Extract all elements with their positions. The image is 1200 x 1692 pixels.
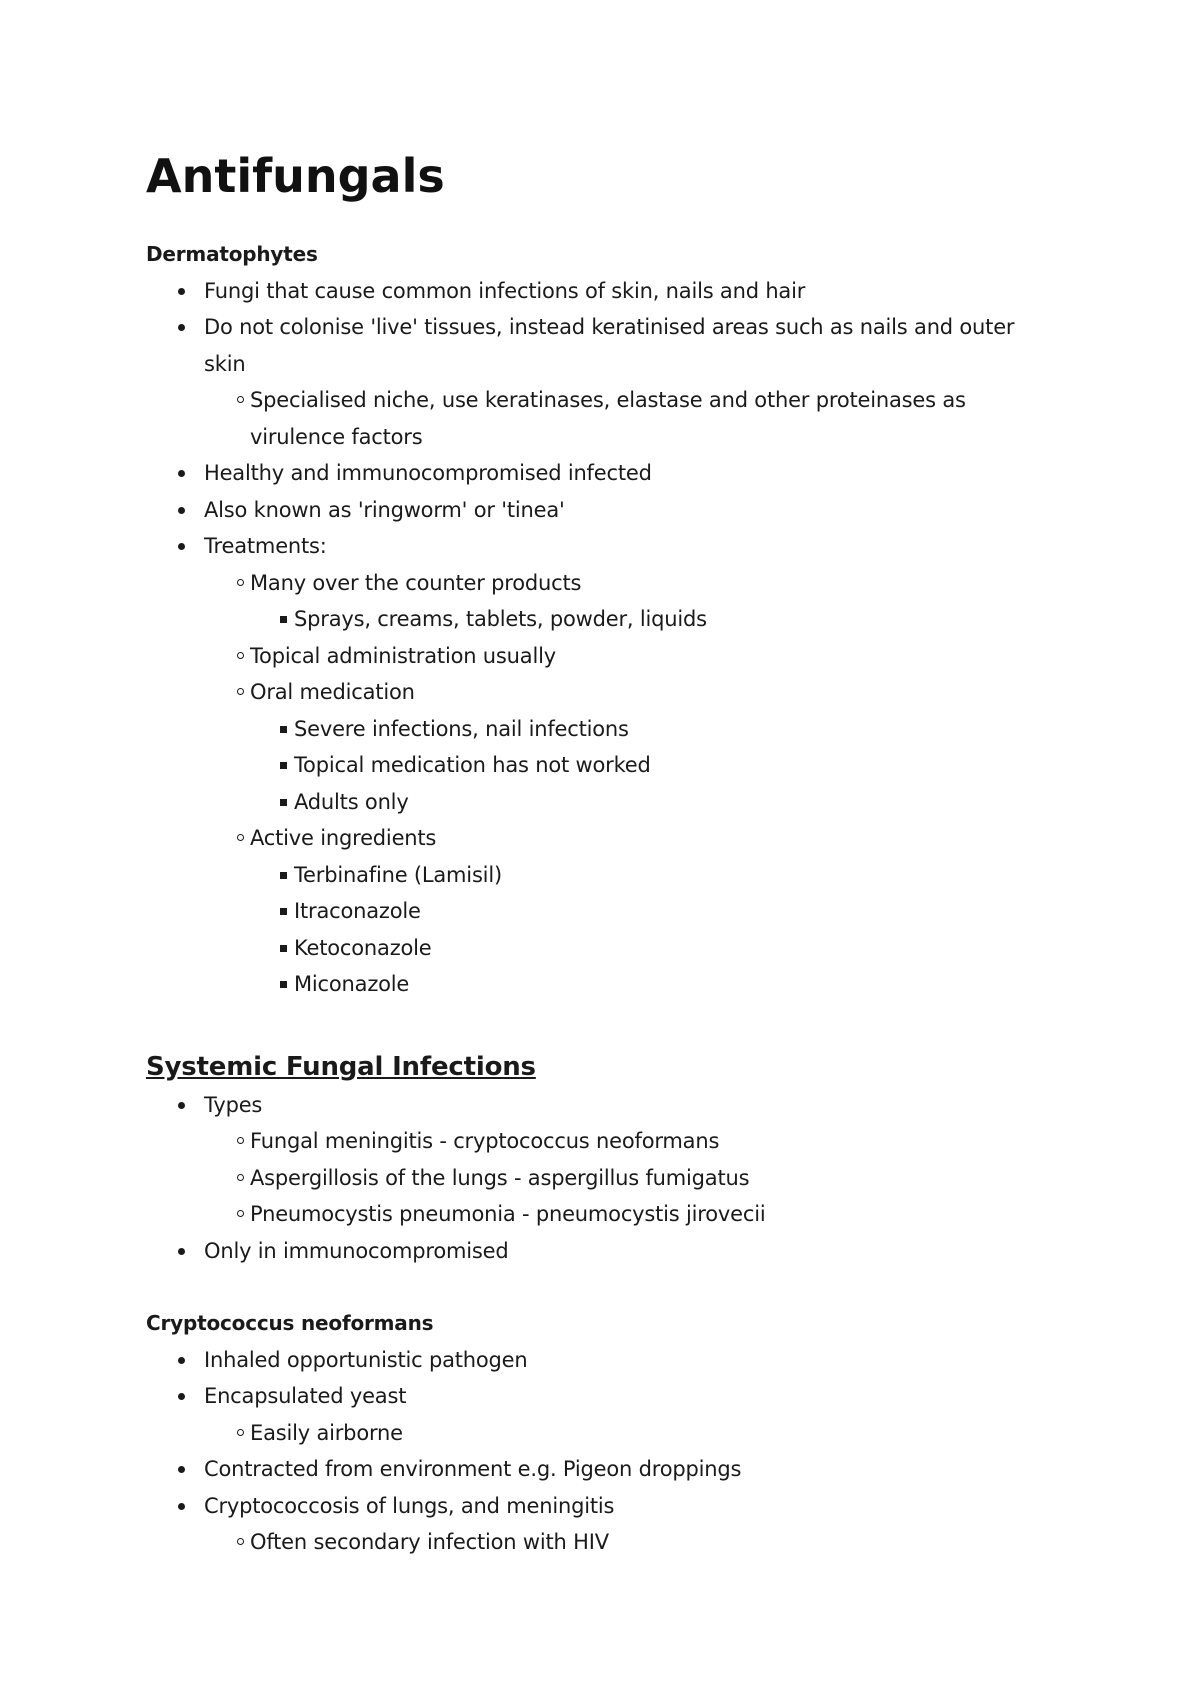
list-item	[250, 601, 1046, 638]
bullet-disc-icon	[178, 324, 185, 331]
bullet-circle-icon	[237, 1174, 244, 1181]
list-item	[204, 1160, 1046, 1197]
list-item	[250, 711, 1046, 748]
list-item	[146, 1488, 1046, 1561]
list-item	[204, 565, 1046, 638]
bullet-circle-icon	[237, 688, 244, 695]
bullet-disc-icon	[178, 543, 185, 550]
list-item-text: Ketoconazole	[294, 935, 432, 960]
bullet-disc-icon	[178, 1102, 185, 1109]
list-item	[204, 638, 1046, 675]
bullet-square-icon	[280, 981, 287, 988]
bullet-disc-icon	[178, 1393, 185, 1400]
bullet-square-icon	[280, 762, 287, 769]
list-item	[250, 893, 1046, 930]
list-item	[204, 1123, 1046, 1160]
list-item-text: Severe infections, nail infections	[294, 716, 629, 741]
list-item	[146, 1451, 1046, 1488]
sublist	[250, 857, 1046, 1003]
list-item-text: Fungal meningitis - cryptococcus neoformans	[250, 1129, 720, 1153]
sublist	[204, 1524, 1046, 1561]
list-item	[146, 1087, 1046, 1233]
sublist	[204, 565, 1046, 1003]
list-item-text: Aspergillosis of the lungs - aspergillus fumigatus	[250, 1165, 750, 1190]
document-body	[146, 236, 1046, 1561]
cryptococcus-heading: Cryptococcus neoformans	[146, 1311, 434, 1335]
list-item	[146, 455, 1046, 492]
bullet-square-icon	[280, 872, 287, 879]
bullet-circle-icon	[237, 396, 244, 403]
list-item-text: Miconazole	[294, 972, 410, 996]
bullet-disc-icon	[178, 1248, 185, 1255]
list-item	[204, 1524, 1046, 1561]
bullet-disc-icon	[178, 507, 185, 514]
bullet-circle-icon	[237, 1429, 244, 1436]
sublist	[250, 601, 1046, 638]
list-item-text: Treatments:	[204, 534, 327, 558]
list-item-text: Topical medication has not worked	[294, 753, 651, 777]
list-item-text: Healthy and immunocompromised infected	[204, 461, 652, 485]
bullet-circle-icon	[237, 652, 244, 659]
page-title: Antifungals	[146, 149, 445, 203]
list-item	[146, 309, 1046, 455]
list-item-text: Often secondary infection with HIV	[250, 1530, 609, 1554]
list-item	[146, 1342, 1046, 1379]
bullet-disc-icon	[178, 1466, 185, 1473]
list-item	[204, 820, 1046, 1003]
list-item-text: Only in immunocompromised	[204, 1238, 509, 1263]
sublist	[204, 1123, 1046, 1233]
list-item-text: Specialised niche, use keratinases, elastase and other proteinases as virulence factors	[250, 388, 966, 449]
bullet-circle-icon	[237, 1137, 244, 1144]
list-item-text: Cryptococcosis of lungs, and meningitis	[204, 1493, 615, 1518]
bullet-square-icon	[280, 616, 287, 623]
sublist	[250, 711, 1046, 821]
list-item-text: Also known as 'ringworm' or 'tinea'	[204, 497, 565, 522]
bullet-disc-icon	[178, 288, 185, 295]
bullet-square-icon	[280, 726, 287, 733]
bullet-disc-icon	[178, 1503, 185, 1510]
list-item	[250, 857, 1046, 894]
list-item	[250, 784, 1046, 821]
list-item-text: Itraconazole	[294, 899, 421, 923]
bullet-square-icon	[280, 908, 287, 915]
list-item	[250, 747, 1046, 784]
sublist	[204, 1415, 1046, 1452]
cryptococcus-list	[146, 1342, 1046, 1561]
dermatophytes-list	[146, 273, 1046, 1003]
sublist	[204, 382, 1046, 455]
list-item	[204, 1415, 1046, 1452]
dermatophytes-heading: Dermatophytes	[146, 242, 318, 266]
list-item-text: Active ingredients	[250, 826, 437, 850]
bullet-circle-icon	[237, 1538, 244, 1545]
list-item	[146, 1378, 1046, 1451]
list-item-text: Terbinafine (Lamisil)	[294, 862, 502, 887]
bullet-square-icon	[280, 799, 287, 806]
list-item-text: Do not colonise 'live' tissues, instead keratinised areas such as nails and outer skin	[204, 315, 1015, 376]
list-item-text: Contracted from environment e.g. Pigeon droppings	[204, 1457, 742, 1481]
list-item-text: Oral medication	[250, 680, 415, 704]
list-item-text: Types	[204, 1092, 263, 1117]
list-item	[204, 1196, 1046, 1233]
list-item	[250, 930, 1046, 967]
list-item-text: Sprays, creams, tablets, powder, liquids	[294, 607, 707, 631]
list-item	[146, 528, 1046, 1003]
list-item	[250, 966, 1046, 1003]
bullet-square-icon	[280, 945, 287, 952]
list-item	[146, 1233, 1046, 1270]
list-item	[204, 382, 1046, 455]
list-item-text: Pneumocystis pneumonia - pneumocystis jirovecii	[250, 1202, 766, 1226]
list-item	[146, 492, 1046, 529]
systemic-list	[146, 1087, 1046, 1270]
bullet-disc-icon	[178, 470, 185, 477]
list-item-text: Inhaled opportunistic pathogen	[204, 1347, 528, 1372]
list-item-text: Many over the counter products	[250, 570, 582, 595]
bullet-circle-icon	[237, 1210, 244, 1217]
list-item-text: Topical administration usually	[250, 643, 556, 668]
list-item-text: Encapsulated yeast	[204, 1384, 407, 1408]
systemic-infections-heading: Systemic Fungal Infections	[146, 1051, 536, 1082]
bullet-circle-icon	[237, 579, 244, 586]
bullet-disc-icon	[178, 1357, 185, 1364]
list-item-text: Easily airborne	[250, 1420, 403, 1445]
list-item-text: Adults only	[294, 789, 409, 814]
bullet-circle-icon	[237, 834, 244, 841]
list-item-text: Fungi that cause common infections of skin, nails and hair	[204, 278, 806, 303]
list-item	[204, 674, 1046, 820]
list-item	[146, 273, 1046, 310]
